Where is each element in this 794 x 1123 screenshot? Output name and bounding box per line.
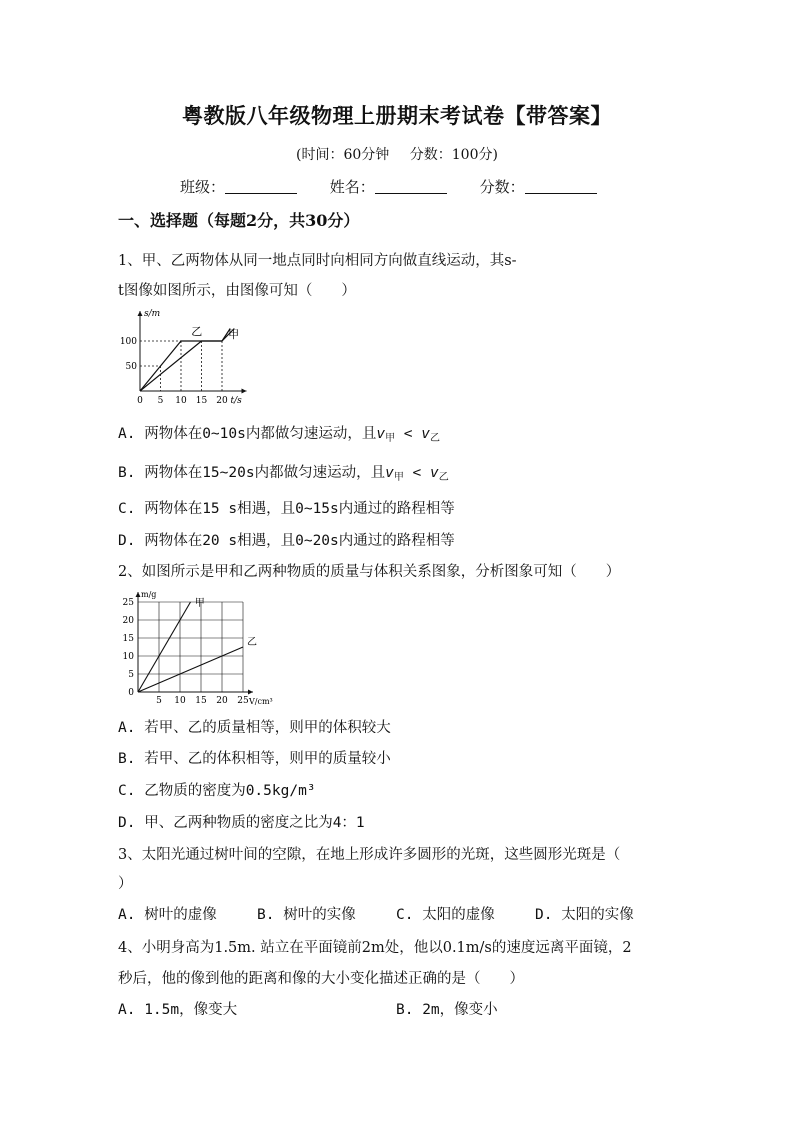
x-tick-label: 0 <box>137 396 143 406</box>
q1-option-b <box>118 461 449 483</box>
q3-option-c: C. 太阳的虚像 <box>396 907 495 923</box>
q1-a-lt: < <box>395 426 422 442</box>
q1-option-c: C. 两物体在15 s相遇，且0~15s内通过的路程相等 <box>118 501 455 517</box>
exam-subtitle <box>0 144 794 164</box>
q1-b-sub-jia: 甲 <box>393 472 404 483</box>
q4-option-a: A. 1.5m，像变大 <box>118 1002 238 1018</box>
y-tick-label: 100 <box>119 337 137 347</box>
x-axis-label: t/s <box>230 396 242 406</box>
exam-title: 粤教版八年级物理上册期末考试卷【带答案】 <box>182 103 612 128</box>
section-title: 一、选择题（每题2分，共30分） <box>118 211 360 230</box>
name-blank <box>375 179 447 194</box>
q3-stem-line1: 3、太阳光通过树叶间的空隙，在地上形成许多圆形的光斑，这些圆形光斑是（ <box>118 847 621 863</box>
series-label-yi: 乙 <box>247 637 257 649</box>
q1-stem-line2: t图像如图所示，由图像可知（ ） <box>118 283 356 299</box>
x-tick-label: 25 <box>237 696 249 706</box>
x-tick-label: 5 <box>156 696 162 706</box>
q2-option-b: B. 若甲、乙的体积相等，则甲的质量较小 <box>118 751 391 767</box>
q1-b-v2: v <box>430 465 439 481</box>
q1-a-sub-yi: 乙 <box>430 433 441 444</box>
x-axis-arrow <box>248 690 253 695</box>
y-tick-label: 20 <box>122 616 134 626</box>
class-field <box>180 176 297 197</box>
series-label-jia: 甲 <box>228 328 240 341</box>
q2-option-d: D. 甲、乙两种物质的密度之比为4：1 <box>118 815 365 831</box>
q3-option-d: D. 太阳的实像 <box>535 907 634 923</box>
x-tick-label: 10 <box>174 696 186 706</box>
student-info <box>180 176 625 197</box>
score-label: 分数： <box>479 178 525 196</box>
name-field <box>330 176 447 197</box>
x-axis-arrow <box>242 389 247 394</box>
y-axis-arrow <box>136 592 141 597</box>
y-tick-label: 5 <box>128 670 134 680</box>
x-tick-label: 15 <box>195 696 207 706</box>
class-label: 班级： <box>180 178 226 196</box>
x-tick-label: 20 <box>216 696 228 706</box>
y-axis-label: m/g <box>141 590 157 599</box>
q2-option-a: A. 若甲、乙的质量相等，则甲的体积较大 <box>118 720 391 736</box>
score-field <box>480 176 597 197</box>
series-line-yi <box>140 329 230 392</box>
q4-option-b: B. 2m，像变小 <box>396 1002 498 1018</box>
series-line-yi <box>138 647 243 692</box>
q1-option-a <box>118 422 440 444</box>
y-tick-label: 50 <box>125 362 137 372</box>
q1-option-b-text: B. 两物体在15~20s内都做匀速运动，且 <box>118 465 386 481</box>
q2-option-c: C. 乙物质的密度为0.5kg/m³ <box>118 783 316 799</box>
q1-a-v2: v <box>421 426 431 442</box>
series-line-jia <box>138 602 191 692</box>
q3-stem-line2: ） <box>118 876 133 892</box>
class-blank <box>225 179 297 194</box>
y-tick-label: 0 <box>128 688 134 698</box>
score-blank <box>525 179 597 194</box>
q1-st-chart <box>118 305 258 407</box>
x-tick-label: 10 <box>175 396 187 406</box>
q3-option-b: B. 树叶的实像 <box>257 907 356 923</box>
series-line-jia <box>140 329 234 392</box>
q1-b-sub-yi: 乙 <box>438 472 449 483</box>
q2-stem: 2、如图所示是甲和乙两种物质的质量与体积关系图象，分析图象可知（ ） <box>118 564 621 580</box>
q1-a-sub-jia: 甲 <box>385 433 396 444</box>
q1-stem-line1: 1、甲、乙两物体从同一地点同时向相同方向做直线运动，其s- <box>118 253 517 269</box>
series-label-yi: 乙 <box>191 325 203 338</box>
x-tick-label: 5 <box>157 396 164 406</box>
y-axis-arrow <box>138 311 143 316</box>
series-label-jia: 甲 <box>194 598 205 609</box>
x-tick-label: 20 <box>216 396 228 406</box>
y-tick-label: 10 <box>122 652 134 662</box>
q1-b-lt: < <box>403 465 431 481</box>
q1-b-v1: v <box>385 465 394 481</box>
q2-mv-chart <box>118 588 288 710</box>
x-tick-label: 15 <box>195 396 208 406</box>
q4-stem-line1: 4、小明身高为1.5m. 站立在平面镜前2m处，他以0.1m/s的速度远离平面镜，2 <box>118 940 632 956</box>
y-axis-label: s/m <box>144 309 161 319</box>
q3-option-a: A. 树叶的虚像 <box>118 907 217 923</box>
q1-option-d: D. 两物体在20 s相遇，且0~20s内通过的路程相等 <box>118 533 455 549</box>
name-label: 姓名： <box>329 178 375 196</box>
q4-stem-line2: 秒后，他的像到他的距离和像的大小变化描述正确的是（ ） <box>118 971 524 987</box>
y-tick-label: 25 <box>122 598 134 608</box>
exam-time: (时间：60分钟 <box>296 147 390 163</box>
x-axis-label: V/cm³ <box>249 697 273 706</box>
q1-a-v1: v <box>376 426 386 442</box>
y-tick-label: 15 <box>122 634 134 644</box>
q1-option-a-text: A. 两物体在0~10s内都做匀速运动，且 <box>118 426 377 442</box>
exam-total-score: 分数：100分) <box>409 147 498 163</box>
